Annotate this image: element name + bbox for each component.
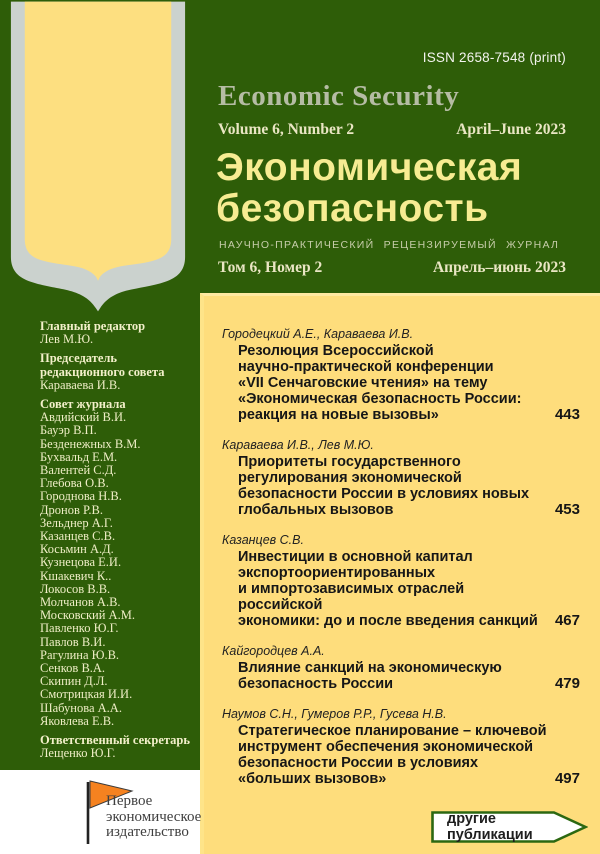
- board-member-name: Валентей С.Д.: [40, 463, 117, 478]
- board-group: [40, 352, 194, 392]
- toc-entry-row: [222, 549, 580, 629]
- toc-entry-row: [222, 660, 580, 692]
- toc-entry: [222, 437, 580, 518]
- board-group: [40, 734, 194, 760]
- toc-entry-authors: Кайгородцев А.А.: [222, 644, 325, 658]
- toc-entry-page-number: 479: [554, 675, 580, 692]
- board-member-name: Зельднер А.Г.: [40, 515, 113, 530]
- board-member-name: Павлов В.И.: [40, 634, 106, 649]
- board-member-name: Кузнецова Е.И.: [40, 555, 122, 570]
- issue-info-ru: [218, 259, 566, 277]
- board-member-name: Авдийский В.И.: [40, 410, 127, 425]
- open-book-icon: [3, 0, 193, 320]
- board-member-name: Бауэр В.П.: [40, 423, 97, 438]
- toc-entry-authors: Казанцев С.В.: [222, 533, 304, 547]
- volume-ru: Том 6, Номер 2: [218, 259, 323, 276]
- board-member-name: Лещенко Ю.Г.: [40, 746, 116, 761]
- board-member-name: Шабунова А.А.: [40, 700, 122, 715]
- board-member-name: Яковлева Е.В.: [40, 713, 115, 728]
- toc-entry-title: Инвестиции в основной капитал экспортоориентированных и импортозависимых отраслей российской экономики: до и после введения санкций: [238, 549, 538, 629]
- toc-entry-title: Влияние санкций на экономическую безопасность России: [238, 660, 502, 692]
- board-group-title: Главный редактор: [40, 319, 146, 333]
- toc-entry: [222, 326, 580, 423]
- board-group: [40, 320, 194, 346]
- volume-en: Volume 6, Number 2: [218, 121, 355, 138]
- toc-entry: [222, 643, 580, 692]
- toc-entry-authors: Караваева И.В., Лев М.Ю.: [222, 438, 374, 452]
- issue-info-en: [218, 121, 566, 139]
- table-of-contents: [200, 293, 600, 854]
- toc-entry: [222, 532, 580, 629]
- toc-list: [222, 326, 580, 787]
- toc-entry-row: [222, 454, 580, 518]
- board-member-name: Кшакевич К..: [40, 568, 112, 583]
- journal-title-ru: Экономическая безопасность: [216, 146, 523, 230]
- board-member-name: Казанцев С.В.: [40, 529, 116, 544]
- board-member-name: Косьмин А.Д.: [40, 542, 114, 557]
- toc-entry-page-number: 467: [554, 612, 580, 629]
- toc-entry-row: [222, 343, 580, 423]
- board-member-name: Скипин Д.Л.: [40, 674, 108, 689]
- board-group-title: Ответственный секретарь: [40, 733, 190, 748]
- board-group-title: Совет журнала: [40, 397, 126, 412]
- board-member-name: Бухвальд Е.М.: [40, 449, 118, 464]
- board-member-name: Рагулина Ю.В.: [40, 647, 120, 662]
- toc-entry-page-number: 453: [554, 501, 580, 518]
- board-member-name: Караваева И.В.: [40, 377, 121, 392]
- board-member-name: Дронов Р.В.: [40, 502, 103, 517]
- publisher-name: Первое экономическое издательство: [106, 793, 202, 840]
- issn-label: ISSN 2658-7548 (print): [422, 50, 566, 65]
- board-member-name: Локосов В.В.: [40, 581, 111, 596]
- toc-entry-authors: Городецкий А.Е., Караваева И.В.: [222, 327, 414, 341]
- board-member-name: Смотрицкая И.И.: [40, 687, 133, 702]
- toc-entry-row: [222, 723, 580, 787]
- journal-subtitle-ru: НАУЧНО-ПРАКТИЧЕСКИЙ РЕЦЕНЗИРУЕМЫЙ ЖУРНАЛ: [219, 239, 560, 251]
- toc-entry-title: Приоритеты государственного регулирования экономической безопасности России в условиях новых глобальных вызовов: [238, 454, 530, 518]
- more-publications-label: другие публикации: [447, 811, 533, 843]
- board-member-name: Безденежных В.М.: [40, 436, 141, 451]
- board-member-name: Глебова О.В.: [40, 476, 109, 491]
- toc-entry-title: Стратегическое планирование – ключевой инструмент обеспечения экономической безопасности России в условиях «больших вызовов»: [238, 723, 547, 787]
- period-en: April–June 2023: [456, 121, 566, 138]
- board-group: [40, 398, 194, 728]
- toc-entry-title: Резолюция Всероссийской научно-практической конференции «VII Сенчаговские чтения» на тему «Экономическая безопасность России: реакция на новые вызовы»: [238, 343, 522, 423]
- board-member-name: Молчанов А.В.: [40, 595, 121, 610]
- board-member-name: Павленко Ю.Г.: [40, 621, 119, 636]
- board-member-name: Московский А.М.: [40, 608, 135, 623]
- board-member-name: Лев М.Ю.: [40, 332, 94, 347]
- board-member-name: Сенков В.А.: [40, 661, 106, 676]
- toc-entry-page-number: 443: [554, 406, 580, 423]
- editorial-board: [40, 320, 194, 767]
- toc-entry-page-number: 497: [554, 770, 580, 787]
- toc-entry-authors: Наумов С.Н., Гумеров Р.Р., Гусева Н.В.: [222, 707, 447, 721]
- period-ru: Апрель–июнь 2023: [432, 259, 566, 276]
- board-member-name: Городнова Н.В.: [40, 489, 122, 504]
- journal-title-en: Economic Security: [218, 80, 460, 112]
- more-publications-button[interactable]: [431, 811, 588, 843]
- toc-entry: [222, 706, 580, 787]
- board-group-title: Председатель редакционного совета: [40, 351, 165, 379]
